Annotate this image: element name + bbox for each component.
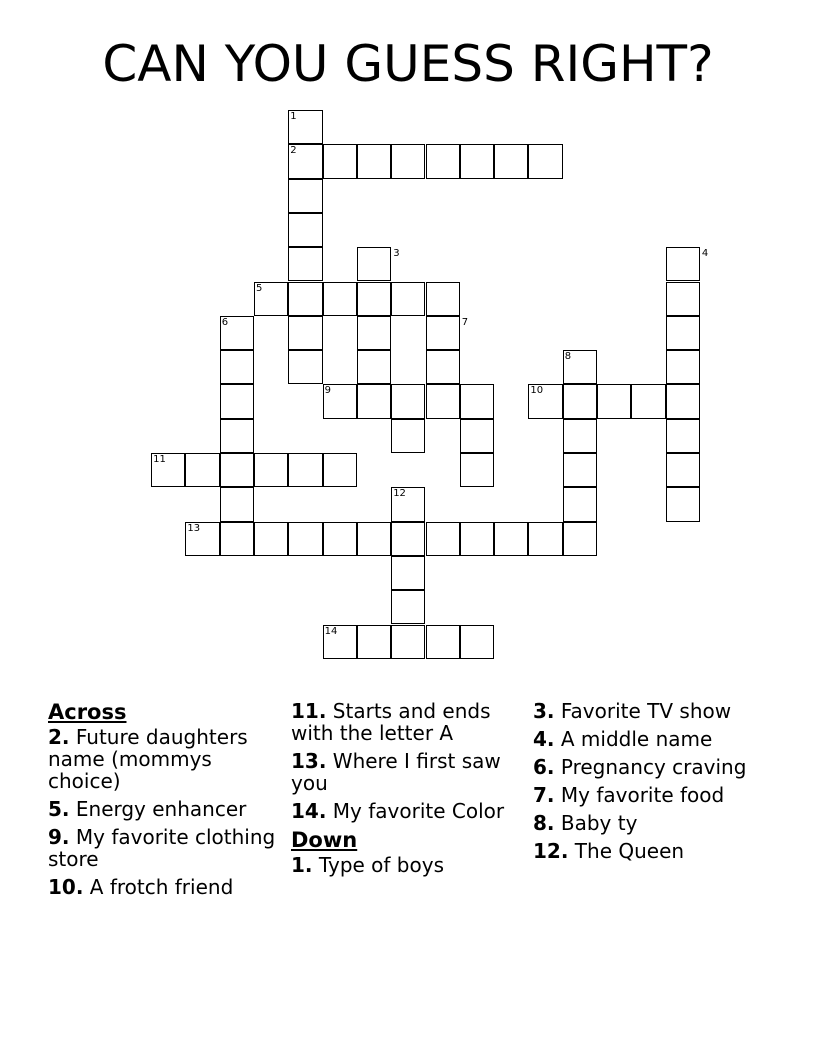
clue-number: 6 bbox=[221, 316, 229, 328]
grid-cell[interactable] bbox=[597, 384, 631, 418]
clue-number: 11 bbox=[153, 454, 166, 465]
grid-cell[interactable] bbox=[666, 247, 700, 281]
grid-cell[interactable] bbox=[563, 419, 597, 453]
grid-cell[interactable] bbox=[357, 625, 391, 659]
clue-number: 1 bbox=[290, 111, 297, 122]
grid-cell[interactable] bbox=[357, 350, 391, 384]
clue-down-6: 6. Pregnancy craving bbox=[533, 755, 747, 779]
grid-cell[interactable] bbox=[288, 453, 322, 487]
grid-cell[interactable] bbox=[494, 522, 528, 556]
clue-number: 7 bbox=[461, 316, 469, 328]
clues-column-3 bbox=[533, 700, 765, 868]
grid-cell[interactable] bbox=[288, 316, 322, 350]
clue-number: 4 bbox=[701, 248, 709, 260]
grid-cell[interactable] bbox=[426, 384, 460, 418]
grid-cell[interactable] bbox=[254, 453, 288, 487]
grid-cell[interactable] bbox=[391, 590, 425, 624]
grid-cell[interactable] bbox=[563, 453, 597, 487]
clue-across-2: 2. Future daughters name (mommys choice) bbox=[48, 725, 248, 793]
grid-cell[interactable] bbox=[426, 350, 460, 384]
grid-cell[interactable] bbox=[220, 453, 254, 487]
clue-number: 13 bbox=[187, 522, 201, 534]
grid-cell[interactable] bbox=[426, 625, 460, 659]
grid-cell[interactable] bbox=[460, 144, 494, 178]
grid-cell[interactable] bbox=[391, 144, 425, 178]
puzzle-title: CAN YOU GUESS RIGHT? bbox=[102, 35, 714, 93]
grid-cell[interactable] bbox=[460, 419, 494, 453]
grid-cell[interactable] bbox=[666, 419, 700, 453]
grid-cell[interactable] bbox=[254, 522, 288, 556]
grid-cell[interactable] bbox=[631, 384, 665, 418]
grid-cell[interactable] bbox=[220, 384, 254, 418]
down-heading: Down bbox=[291, 828, 358, 852]
grid-cell[interactable] bbox=[460, 522, 494, 556]
grid-cell[interactable] bbox=[220, 522, 254, 556]
grid-cell[interactable] bbox=[288, 247, 322, 281]
clues-column-1 bbox=[48, 700, 280, 904]
across-heading: Across bbox=[48, 700, 127, 724]
grid-cell[interactable] bbox=[185, 453, 219, 487]
grid-cell[interactable] bbox=[357, 316, 391, 350]
grid-cell[interactable] bbox=[288, 282, 322, 316]
grid-cell[interactable] bbox=[391, 522, 425, 556]
grid-cell[interactable] bbox=[666, 453, 700, 487]
grid-cell[interactable] bbox=[563, 487, 597, 521]
clue-number: 8 bbox=[564, 351, 572, 363]
clue-number: 14 bbox=[324, 625, 338, 637]
clue-down-8: 8. Baby ty bbox=[533, 811, 638, 835]
grid-cell[interactable] bbox=[357, 282, 391, 316]
grid-cell[interactable] bbox=[323, 144, 357, 178]
clue-across-14: 14. My favorite Color bbox=[291, 799, 505, 823]
grid-cell[interactable] bbox=[494, 144, 528, 178]
grid-cell[interactable] bbox=[357, 384, 391, 418]
grid-cell[interactable] bbox=[563, 384, 597, 418]
grid-cell[interactable] bbox=[357, 247, 391, 281]
grid-cell[interactable] bbox=[528, 144, 562, 178]
clue-down-1: 1. Type of boys bbox=[291, 853, 444, 877]
grid-cell[interactable] bbox=[391, 419, 425, 453]
grid-cell[interactable] bbox=[288, 213, 322, 247]
grid-cell[interactable] bbox=[460, 625, 494, 659]
clues-column-2 bbox=[291, 700, 523, 882]
clue-across-11: 11. Starts and ends with the letter A bbox=[291, 699, 491, 745]
clue-down-4: 4. A middle name bbox=[533, 727, 713, 751]
grid-cell[interactable] bbox=[288, 350, 322, 384]
clue-across-13: 13. Where I first saw you bbox=[291, 749, 501, 795]
grid-cell[interactable] bbox=[220, 487, 254, 521]
grid-cell[interactable] bbox=[426, 282, 460, 316]
grid-cell[interactable] bbox=[357, 522, 391, 556]
grid-cell[interactable] bbox=[391, 625, 425, 659]
grid-cell[interactable] bbox=[666, 316, 700, 350]
clue-across-5: 5. Energy enhancer bbox=[48, 797, 247, 821]
grid-cell[interactable] bbox=[528, 522, 562, 556]
grid-cell[interactable] bbox=[426, 522, 460, 556]
grid-cell[interactable] bbox=[357, 144, 391, 178]
grid-cell[interactable] bbox=[666, 282, 700, 316]
clue-number: 5 bbox=[256, 282, 263, 294]
clue-number: 3 bbox=[393, 248, 400, 260]
clue-down-12: 12. The Queen bbox=[533, 839, 685, 863]
grid-cell[interactable] bbox=[323, 282, 357, 316]
clue-number: 2 bbox=[290, 145, 297, 157]
grid-cell[interactable] bbox=[460, 384, 494, 418]
clue-number: 9 bbox=[324, 385, 331, 397]
grid-cell[interactable] bbox=[220, 350, 254, 384]
grid-cell[interactable] bbox=[220, 419, 254, 453]
grid-cell[interactable] bbox=[391, 384, 425, 418]
grid-cell[interactable] bbox=[666, 487, 700, 521]
grid-cell[interactable] bbox=[323, 453, 357, 487]
grid-cell[interactable] bbox=[391, 282, 425, 316]
clue-number: 12 bbox=[393, 488, 406, 500]
clue-across-10: 10. A frotch friend bbox=[48, 875, 234, 899]
grid-cell[interactable] bbox=[563, 522, 597, 556]
clue-across-9: 9. My favorite clothing store bbox=[48, 825, 276, 871]
grid-cell[interactable] bbox=[288, 179, 322, 213]
clue-number: 10 bbox=[530, 385, 544, 397]
grid-cell[interactable] bbox=[426, 144, 460, 178]
grid-cell[interactable] bbox=[666, 350, 700, 384]
clue-down-7: 7. My favorite food bbox=[533, 783, 725, 807]
grid-cell[interactable] bbox=[323, 522, 357, 556]
clue-down-3: 3. Favorite TV show bbox=[533, 699, 732, 723]
grid-cell[interactable] bbox=[391, 556, 425, 590]
grid-cell[interactable] bbox=[288, 522, 322, 556]
grid-cell[interactable] bbox=[666, 384, 700, 418]
grid-cell[interactable] bbox=[426, 316, 460, 350]
grid-cell[interactable] bbox=[460, 453, 494, 487]
